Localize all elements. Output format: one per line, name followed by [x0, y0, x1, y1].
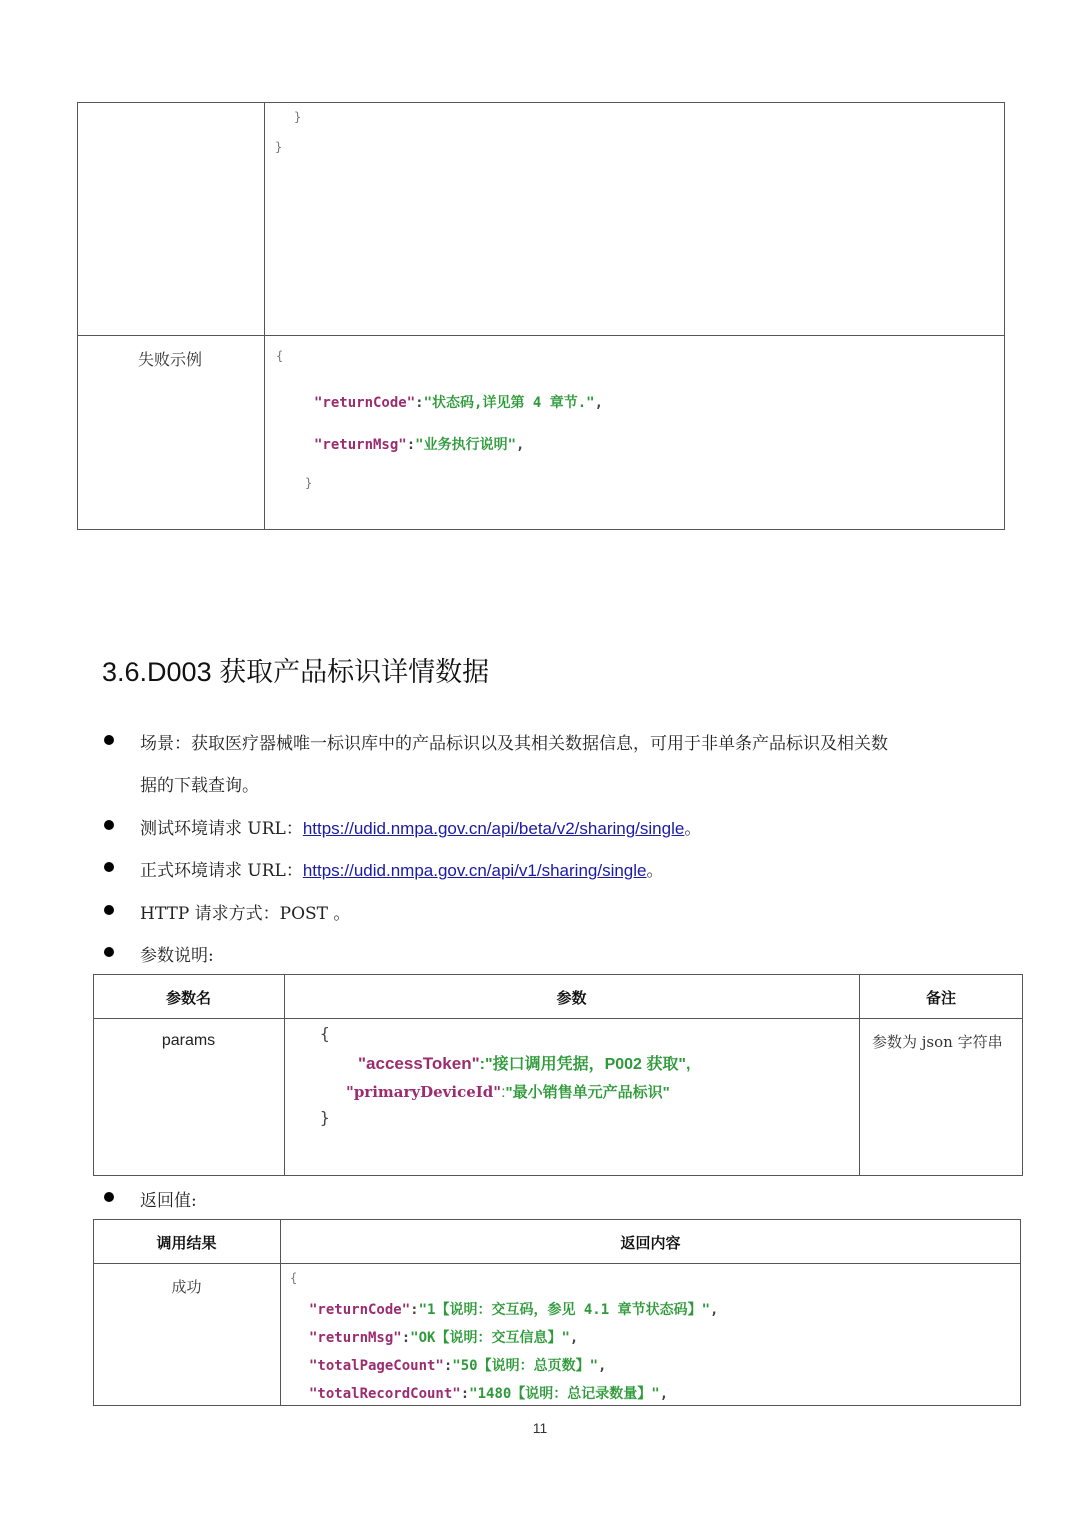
return-header-content: 返回内容	[620, 1234, 681, 1252]
params-note-cell: 参数为 json 字符串	[872, 1033, 1003, 1051]
return-header-result: 调用结果	[156, 1234, 217, 1252]
json-value: "状态码,详见第 4 章节."	[423, 395, 595, 411]
top-table	[77, 102, 1005, 530]
return-line-return-code	[309, 1299, 718, 1319]
bullet-dot	[104, 905, 114, 915]
prod-url-suffix: 。	[646, 861, 664, 881]
json-sep: :	[406, 437, 416, 453]
json-value: "1【说明：交互码，参见 4.1 章节状态码】"	[418, 1302, 711, 1318]
top-table-row-divider	[77, 335, 1005, 336]
http-method-text: HTTP 请求方式：POST 。	[140, 904, 351, 924]
params-access-token-line	[358, 1051, 690, 1074]
top-table-column-divider	[264, 102, 265, 530]
json-value: "50【说明：总页数】"	[452, 1358, 599, 1374]
json-value: "1480【说明：总记录数量】"	[469, 1386, 660, 1402]
return-title: 返回值:	[140, 1191, 197, 1211]
params-open-brace: {	[320, 1024, 330, 1043]
json-sep: :	[460, 1386, 470, 1402]
scene-text-line2: 据的下载查询。	[140, 776, 259, 796]
json-comma: ,	[659, 1386, 669, 1402]
bullet-dot	[104, 862, 114, 872]
json-key: "returnMsg"	[314, 437, 407, 453]
test-url-prefix: 测试环境请求 URL：	[140, 819, 303, 839]
bullet-dot	[104, 820, 114, 830]
json-value: "最小销售单元产品标识"	[505, 1084, 670, 1101]
json-value: "接口调用凭据，P002 获取"	[484, 1056, 686, 1073]
params-name-cell: params	[161, 1032, 216, 1049]
fail-close-brace: }	[305, 476, 313, 490]
close-brace-inner: }	[294, 110, 302, 124]
prod-url-prefix: 正式环境请求 URL：	[140, 861, 303, 881]
bullet-dot	[104, 735, 114, 745]
json-key: "totalPageCount"	[309, 1358, 444, 1374]
fail-return-code-line	[314, 392, 603, 412]
prod-url-line	[140, 856, 664, 881]
json-key: "returnMsg"	[309, 1330, 402, 1346]
return-line-total-page-count	[309, 1355, 606, 1375]
scene-text-line1: 场景：获取医疗器械唯一标识库中的产品标识以及其相关数据信息，可用于非单条产品标识及相关数	[140, 734, 888, 754]
fail-example-label: 失败示例	[138, 350, 203, 369]
params-header-note: 备注	[925, 989, 956, 1007]
json-key: "primaryDeviceId"	[346, 1083, 502, 1101]
test-url-link[interactable]: https://udid.nmpa.gov.cn/api/beta/v2/sharing/single	[302, 819, 685, 838]
json-value: "业务执行说明"	[415, 437, 517, 453]
return-line-return-msg	[309, 1327, 578, 1347]
return-line-total-record-count	[309, 1383, 668, 1403]
params-header-name: 参数名	[165, 989, 211, 1007]
json-sep: :	[501, 1084, 506, 1101]
test-url-line	[140, 814, 701, 839]
bullet-dot	[104, 1192, 114, 1202]
params-header-param: 参数	[556, 989, 587, 1007]
json-key: "accessToken"	[358, 1054, 480, 1073]
close-brace-outer: }	[275, 140, 283, 154]
json-comma: ,	[710, 1302, 719, 1318]
json-key: "returnCode"	[309, 1302, 411, 1318]
params-table-header-divider	[93, 1018, 1023, 1019]
params-close-brace: }	[320, 1108, 330, 1127]
json-key: "totalRecordCount"	[309, 1386, 461, 1402]
json-value: "OK【说明：交互信息】"	[410, 1330, 570, 1346]
page-number: 11	[532, 1420, 548, 1436]
json-sep: :	[415, 395, 424, 411]
bullet-dot	[104, 947, 114, 957]
test-url-suffix: 。	[684, 819, 702, 839]
params-title: 参数说明:	[140, 946, 214, 966]
params-primary-device-line	[346, 1081, 670, 1102]
json-sep: :	[479, 1056, 485, 1073]
return-table-header-divider	[93, 1263, 1021, 1264]
json-sep: :	[401, 1330, 411, 1346]
json-comma: ,	[516, 437, 525, 453]
prod-url-link[interactable]: https://udid.nmpa.gov.cn/api/v1/sharing/single	[302, 861, 647, 880]
fail-open-brace: {	[276, 349, 284, 363]
json-key: "returnCode"	[314, 395, 416, 411]
return-open-brace: {	[290, 1271, 298, 1285]
json-comma: ,	[685, 1056, 691, 1073]
json-sep: :	[443, 1358, 453, 1374]
json-comma: ,	[594, 395, 604, 411]
json-comma: ,	[598, 1358, 607, 1374]
return-result-cell: 成功	[171, 1278, 202, 1296]
json-sep: :	[410, 1302, 419, 1318]
json-comma: ,	[569, 1330, 579, 1346]
fail-return-msg-line	[314, 434, 524, 454]
section-heading: 3.6.D003 获取产品标识详情数据	[102, 657, 490, 687]
